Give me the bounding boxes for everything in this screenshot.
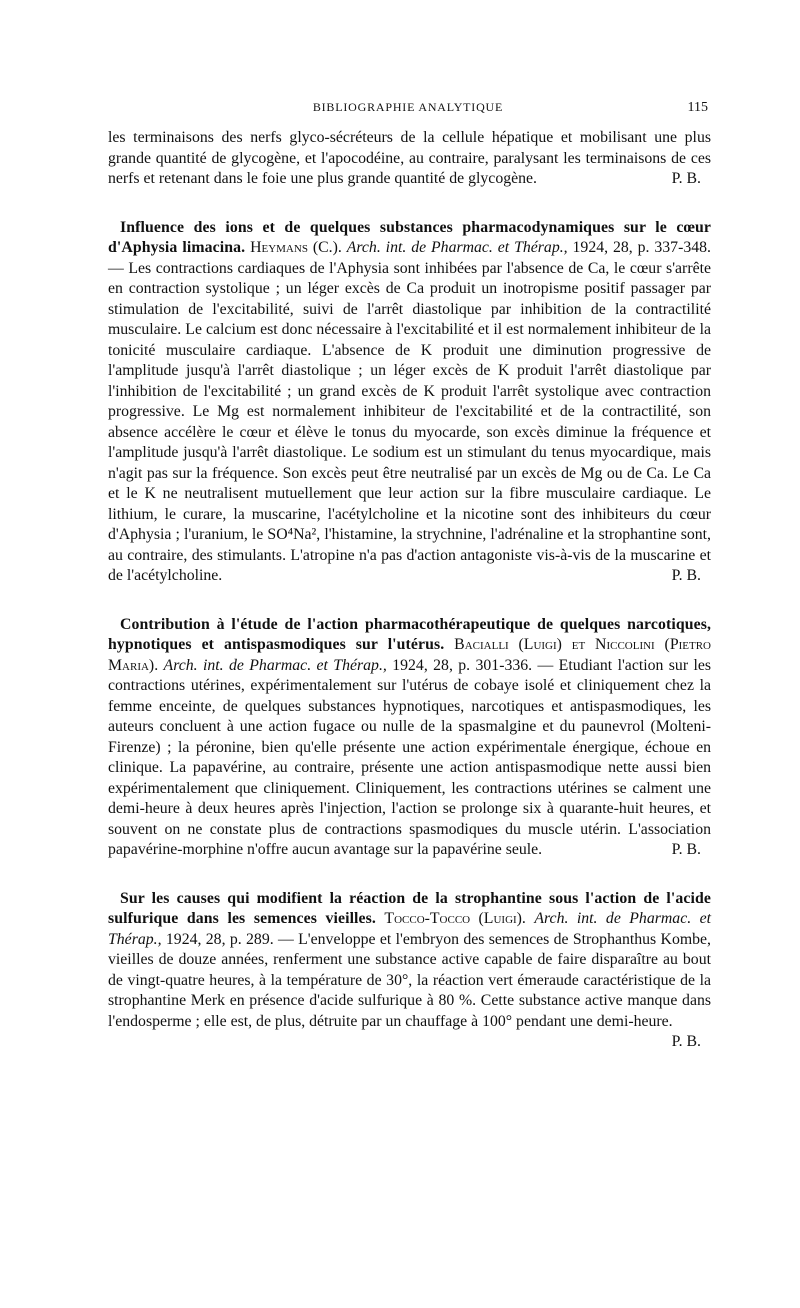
entry-citation: 1924, 28, p. 289. <box>165 930 274 948</box>
entry-author: Tocco-Tocco (Luigi). <box>384 910 526 927</box>
entry-signature: P. B. <box>671 841 701 858</box>
entry-title: Influence des ions et de quelques substances pharmacodynamiques sur le cœur d'Aphysia limacina. <box>108 218 711 256</box>
entry-signature: P. B. <box>671 170 701 187</box>
page-number: 115 <box>687 100 708 115</box>
entry-journal: Arch. int. de Pharmac. et Thérap., <box>163 656 387 674</box>
entry-body: les terminaisons des nerfs glyco-sécréteurs de la cellule hépatique et mobilisant une plus grande quantité de glycogène, et l'apocodéine, au contraire, paralysant les terminaisons de ces nerfs et retenant dans le foie une plus grande quantité de glycogène. <box>108 129 711 187</box>
entry-signature: P. B. <box>671 567 701 584</box>
entry-journal: Arch. int. de Pharmac. et Thérap., <box>346 239 568 256</box>
entry-signature: P. B. <box>671 1033 701 1050</box>
entry-body: — Etudiant l'action sur les contractions utérines, expérimentalement sur l'utérus de cobaye isolé et cliniquement chez la femme enceinte, de quelques substances hypnotiques, narcotiques et antispasmodiques, les auteurs concluent à une action fugace ou nulle de la spasmalgine et du paunevrol (Molteni-Firenze) ; la péronine, bien qu'elle présente une action expérimentale énergique, échoue en clinique. La papavérine, au contraire, présente une action antispasmodique nette aussi bien expérimentalement que cliniquement. Cliniquement, les contractions utérines se calment une demi-heure à deux heures après l'injection, l'action se prolonge six à quarante-huit heures, et souvent on ne constate plus de contractions spasmodiques du muscle utérin. L'association papavérine-morphine n'offre aucun avantage sur la papavérine seule. <box>108 656 712 858</box>
entry-journal: Arch. int. de Pharmac. et Thérap., <box>108 910 711 948</box>
entry-citation: 1924, 28, p. 337-348. <box>572 239 711 256</box>
running-title: BIBLIOGRAPHIE ANALYTIQUE <box>312 100 504 114</box>
entry-continued <box>108 128 711 190</box>
page-header <box>108 100 708 120</box>
page-body <box>108 128 711 1053</box>
entry-title: Sur les causes qui modifient la réaction de la strophantine sous l'action de l'acide sulfurique dans les semences vieilles. <box>108 889 711 927</box>
entry-body: — L'enveloppe et l'embryon des semences de Strophanthus Kombe, vieilles de douze années, renferment une substance active capable de faire disparaître au bout de vingt-quatre heures, à la température de 30°, la réaction vert émeraude caractéristique de la strophantine Merk en présence d'acide sulfurique à 80 %. Cette substance active manque dans l'endosperme ; elle est, de plus, détruite par un chauffage à 100° pendant une demi-heure. <box>108 930 711 1030</box>
entry-author: Heymans (C.). <box>250 239 342 256</box>
entry-body: — Les contractions cardiaques de l'Aphysia sont inhibées par l'absence de Ca, le cœur s'arrête en contraction systolique ; un léger excès de Ca produit un inotropisme positif passager par stimulation de l'excitabilité, suivi de l'arrêt diastolique par inhibition de la contractilité musculaire. Le calcium est donc nécessaire à l'excitabilité et il est normalement inhibiteur de la tonicité musculaire cardiaque. L'absence de K produit une diminution progressive de l'amplitude jusqu'à l'arrêt diastolique ; un léger excès de K produit l'arrêt diastolique par l'inhibition de l'excitabilité ; un grand excès de K produit l'arrêt systolique avec contraction progressive. Le Mg est normalement inhibiteur de l'excitabilité et de la contractilité, son absence accélère le cœur et élève le tonus du myocarde, son excès diminue la fréquence et l'amplitude jusqu'à l'arrêt diastolique. Le sodium est un stimulant du tenus myocardique, mais n'agit pas sur la fréquence. Son excès peut être neutralisé par un excès de Mg ou de Ca. Le Ca et le K ne neutralisent mutuellement que leur action sur la fibre musculaire cardiaque. Le lithium, le curare, la muscarine, l'acétylcholine et la nicotine sont des inhibiteurs du cœur d'Aphysia ; l'uranium, le SO⁴Na², l'histamine, la strychnine, l'adrénaline et la strophantine sont, au contraire, des stimulants. L'atropine n'a pas d'action antagoniste vis-à-vis de la muscarine et de l'acétylcholine. <box>108 259 711 584</box>
entry-bacialli <box>108 615 711 861</box>
entry-heymans <box>108 218 711 587</box>
entry-author: Bacialli (Luigi) et Niccolini (Pietro Maria). <box>108 636 711 674</box>
entry-title: Contribution à l'étude de l'action pharmacothérapeutique de quelques narcotiques, hypnotiques et antispasmodiques sur l'utérus. <box>108 615 711 653</box>
entry-citation: 1924, 28, p. 301-336. <box>392 656 533 674</box>
entry-tocco <box>108 889 711 1053</box>
